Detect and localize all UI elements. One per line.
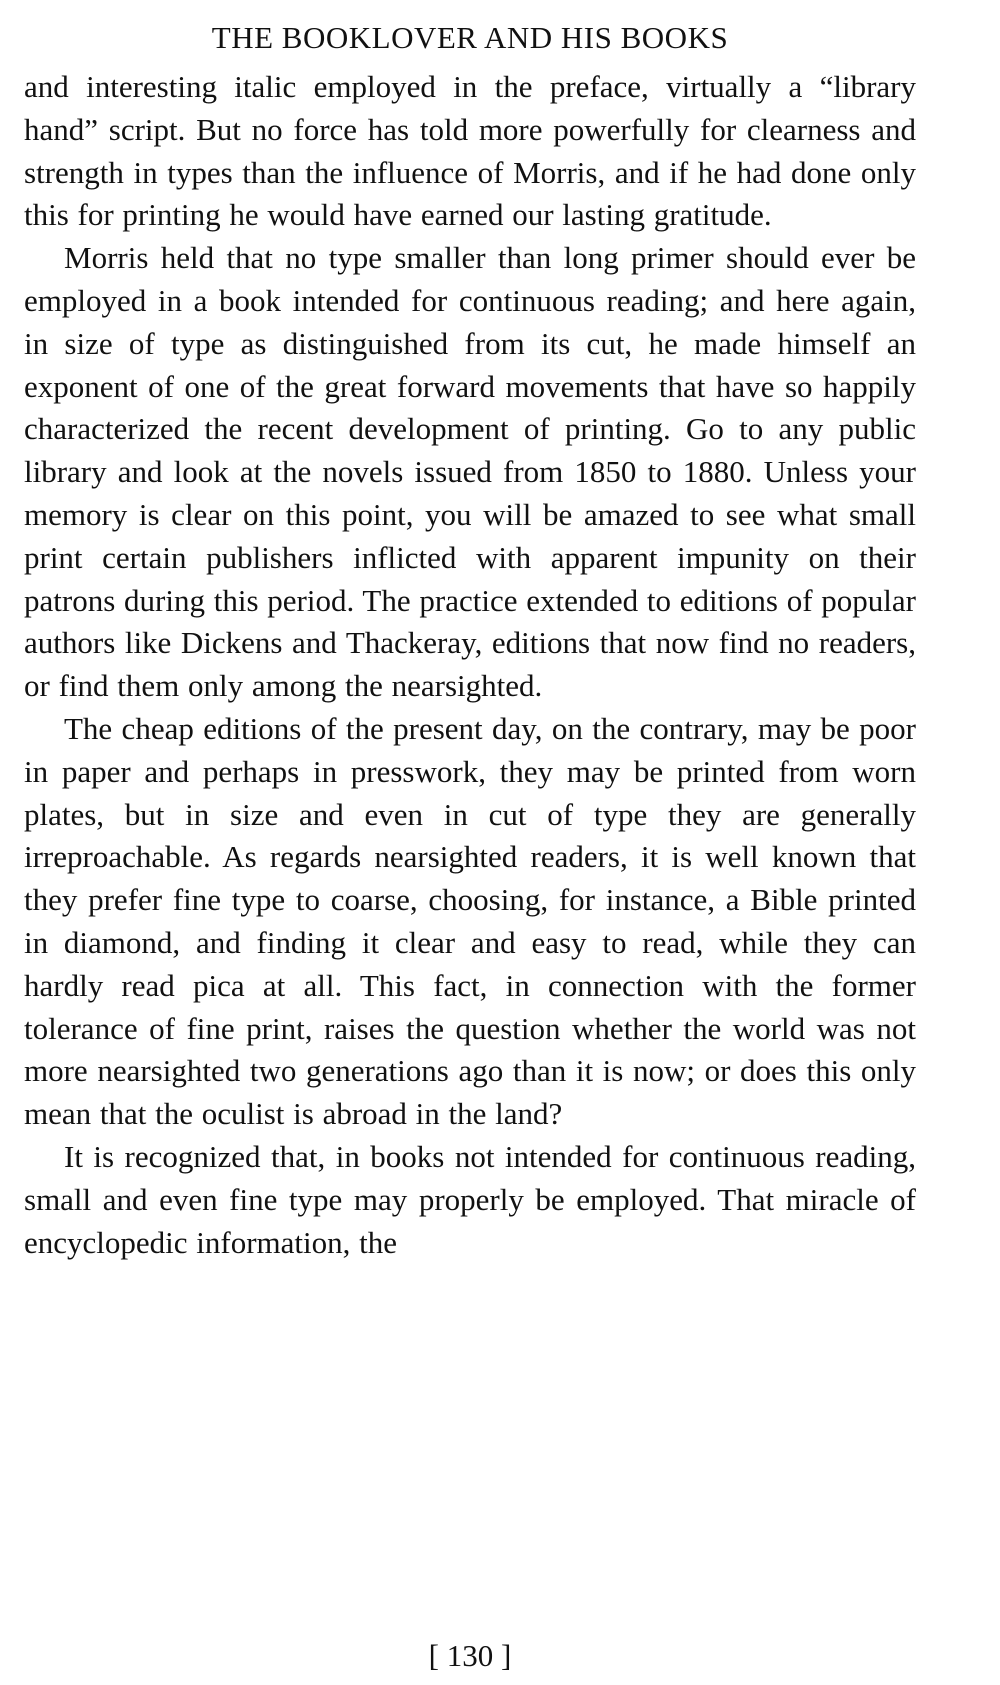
page-number: [ 130 ] xyxy=(428,1638,512,1673)
paragraph-small-type: It is recognized that, in books not intended for continuous reading, small and even fine type may properly be employed. That miracle of encyclopedic information, the xyxy=(24,1138,916,1260)
paragraph-morris-type-size: Morris held that no type smaller than long primer should ever be employed in a book intended for continuous reading; and here again, in size of type as distinguished from its cut, he made himself an exponent of one of the great forward movements that have so happily characterized the recent development of printing. Go to any public library and look at the novels issued from 1850 to 1880. Unless your memory is clear on this point, you will be amazed to see what small print certain publishers inflicted with apparent impunity on their patrons during this period. The practice extended to editions of popular authors like Dickens and Thackeray, editions that now find no readers, or find them only among the nearsighted. xyxy=(24,240,916,704)
paragraph-continuation: and interesting italic employed in the preface, virtually a “library hand” script. But no force has told more powerfully for clearness and strength in types than the influence of Morris, and if he had done only this for printing he would have earned our lasting gratitude. xyxy=(24,69,916,233)
paragraph-cheap-editions: The cheap editions of the present day, on the contrary, may be poor in paper and perhaps in presswork, they may be printed from worn plates, but in size and even in cut of type they are generally irreproachable. As regards nearsighted readers, it is well known that they prefer fine type to coarse, choosing, for instance, a Bible printed in diamond, and finding it clear and easy to read, while they can hardly read pica at all. This fact, in connection with the former tolerance of fine print, raises the question whether the world was not more nearsighted two generations ago than it is now; or does this only mean that the oculist is abroad in the land? xyxy=(24,710,916,1132)
running-head: THE BOOKLOVER AND HIS BOOKS xyxy=(211,20,729,55)
book-page xyxy=(24,16,916,1264)
